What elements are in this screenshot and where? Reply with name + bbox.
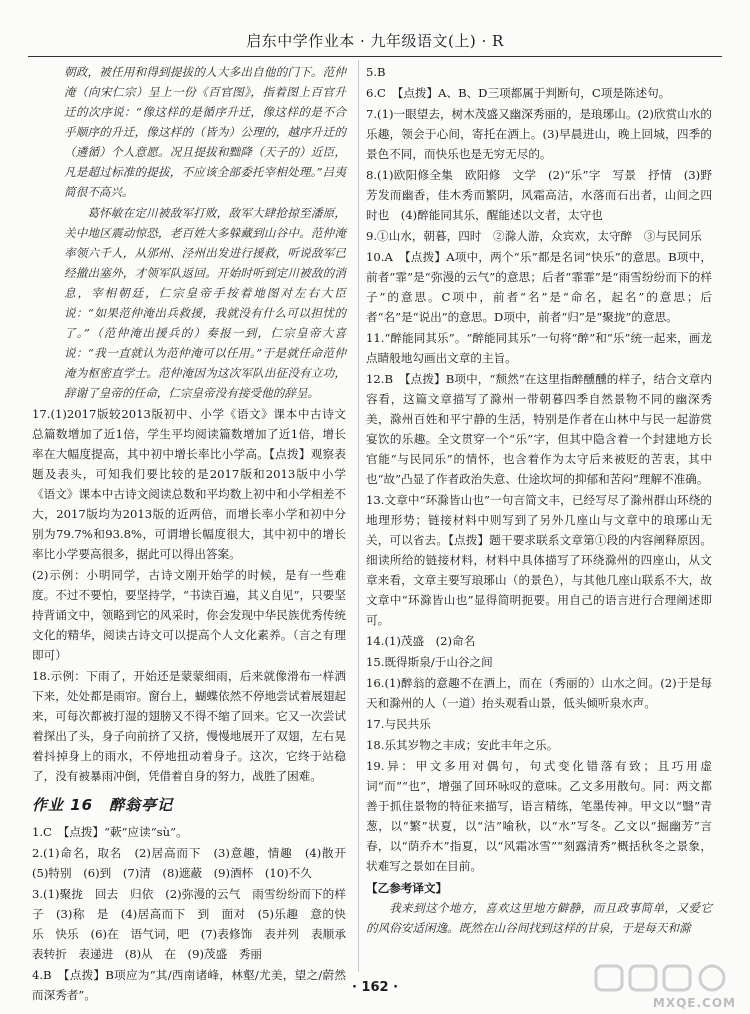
left-column: [32, 62, 358, 1002]
answer-16: 16.(1)醉翁的意趣不在酒上，而在（秀丽的）山水之间。(2)于是每天和滁州的人（一道）抬头观看山景，低头倾听泉水声。: [366, 676, 712, 710]
answer-5: 5.B: [366, 65, 386, 79]
answer-17: 17.与民共乐: [366, 717, 431, 731]
site-watermark: [586, 966, 736, 1012]
answer-13: 13.文章中“环滁皆山也”一句言简文丰，已经写尽了滁州群山环绕的地理形势；链接材料中则写到了另外几座山与文章中的琅琊山无关，可以省去。【点拨】题干要求联系文章第①段的内容阐释原因。细读所给的链接材料，材料中具体描写了环绕滁州的四座山，从文章来看，文章主要写琅琊山（的景色），与其他几座山联系不大，故文章中“环滁皆山也”显得简明扼要。用自己的语言进行合理阐述即可。: [366, 493, 712, 627]
answer-18: 18.示例：下雨了，开始还是蒙蒙细雨，后来就像滑布一样洒下来，处处都是雨帘。窗台上，蝴蝶依然不停地尝试着展翅起来，可每次都被打湿的翅膀又不得不缩了回来。它又一次尝试着探出了头，身子向前挤了又挤，慢慢地展开了双翅，左右晃着抖掉身上的雨水，不停地扭动着身子。这次，它终于站稳了，没有被暴雨冲倒，凭借着自身的努力，战胜了困难。: [32, 669, 346, 783]
answer-17-part-2: (2)示例：小明同学，古诗文刚开始学的时候，是有一些难度。不过不要怕，要坚持学，“书读百遍，其义自见”，只要坚持背诵文中，领略到它的风采时，你会发现中华民族优秀传统文化的精华，阅读古诗文可以提高个人文化素养。（言之有理即可）: [32, 568, 346, 662]
watermark-logo-icon: [592, 962, 732, 994]
reference-translation-text: 我来到这个地方，喜欢这里地方僻静，而且政事简单，又爱它的风俗安适闲逸。既然在山谷间找到这样的甘泉，于是每天和滁: [366, 901, 712, 935]
translation-paragraph-1: 朝政，被任用和得到提拔的人大多出自他的门下。范仲淹（向宋仁宗）呈上一份《百官图》，指着图上百官升迁的次序说：“像这样的是循序升迁，像这样的是不合乎顺序的升迁，像这样的（皆为）公理的，越序升迁的（遴循）个人意愿。况且提拔和黜降（天子的）近臣，凡是超过标准的提拔，不应该全部委托宰相处理。”吕夷简很不高兴。: [64, 65, 346, 199]
answer-3: 3.(1)聚拢 回去 归依 (2)弥漫的云气 雨雪纷纷而下的样子 (3)称 是 (4)居高而下 到 面对 (5)乐趣 意的快乐 快乐 (6)在 语气词，吧 (7)表修饰 表并列 表顺承 表转折 表递进 (8)从 在 (9)茂盛 秀丽: [32, 887, 358, 961]
answer-19: 19.异：甲文多用对偶句，句式变化错落有致；且巧用虚词“而”“也”，增强了回环咏叹的意味。乙文多用散句。同：两文都善于抓住景物的特征来描写，语言精练，笔墨传神。甲文以“翳”青葱，以“繁”状夏，以“洁”喻秋，以“水”写冬。乙文以“掘幽芳”言春，以“荫乔木”指夏，以“风霜冰雪”“刻露清秀”概括秋冬之景象，状难写之景如在目前。: [366, 759, 712, 873]
answer-1: 1.C 【点拨】“蔌”应读“sù”。: [32, 825, 188, 839]
answer-14: 14.(1)茂盛 (2)命名: [366, 634, 476, 648]
answer-9: 9.①山水，朝暮，四时 ②滁人游，众宾欢，太守醉 ③与民同乐: [366, 229, 702, 243]
answer-12: 12.B 【点拨】B项中，“颓然”在这里指醉醺醺的样子，结合文章内容看，这篇文章描写了滁州一带朝暮四季自然景物不同的幽深秀美，滁州百姓和平宁静的生活，特别是作者在山林中与民一起游赏宴饮的乐趣。全文贯穿一个“乐”字，但其中隐含着一个封建地方长官能“与民同乐”的情怀，也含着作为太守后来被贬的苦衷，其中也“故”凸显了作者政治失意、仕途坎坷的抑郁和苦闷”理解不准确。: [366, 372, 712, 486]
header-rule: [28, 56, 722, 57]
page-header: [0, 0, 750, 58]
answer-11: 11.“醉能同其乐”。“醉能同其乐”一句将“醉”和“乐”统一起来，画龙点睛般地勾画出文章的主旨。: [366, 331, 712, 365]
column-divider: [358, 60, 359, 972]
translation-paragraph-2: 葛怀敏在定川被敌军打败，敌军大肆抢掠至潘原，关中地区震动惊恐，老百姓大多躲藏到山谷中。范仲淹率领六千人，从邠州、泾州出发进行援救，听说敌军已经撤出塞外，才领军队返回。开始时听到定川被敌的消息，宰相朝廷，仁宗皇帝手按着地图对左右大臣说：“如果范仲淹出兵救援，我就没有什么可以担忧的了。”（范仲淹出援兵的）奏报一到，仁宗皇帝大喜说：“我一直就认为范仲淹可以任用。”于是就任命范仲淹为枢密直学士。范仲淹因为这次军队出征没有立功，辞谢了皇帝的任命，仁宗皇帝没有接受他的辞呈。: [64, 206, 346, 400]
header-title: 启东中学作业本 · 九年级语文(上) · R: [246, 32, 504, 50]
answer-10: 10.A 【点拨】A项中，两个“乐”都是名词“快乐”的意思。B项中，前者“霏”是“弥漫的云气”的意思；后者“霏霏”是“雨雪纷纷而下的样子”的意思。C项中，前者“名”是“命名，起名”的意思；后者“名”是“说出”的意思。D项中，前者“归”是“聚拢”的意思。: [366, 250, 712, 324]
reference-translation-heading: 【乙参考译文】: [366, 881, 448, 895]
watermark-text: MXQE.COM: [652, 996, 736, 1010]
answer-15: 15.既得斯泉/于山谷之间: [366, 655, 493, 669]
answer-4: 4.B 【点拨】B项应为“其/西南诸峰，林壑/尤美，望之/蔚然而深秀者”。: [32, 968, 346, 1002]
section-title: 作业 16 醉翁亭记: [32, 796, 174, 814]
right-column: [366, 62, 712, 972]
page-number: · 162 ·: [351, 980, 399, 995]
answer-17-part-1: 17.(1)2017版较2013版初中、小学《语文》课本中古诗文总篇数增加了近1倍，学生平均阅读篇数增加了近1倍，增长率在大幅度提高，其中初中增长率比小学高。【点拨】观察表题及表头，可知我们要比较的是2017版和2013版中小学《语文》课本中古诗文阅读总数和平均数上初中和小学相差不大，2017版均为2013版的近两倍，而增长率小学和初中分别为79.7%和93.8%，可谓增长幅度很大，其中初中的增长率比小学要高很多，据此可以得出答案。: [32, 407, 346, 561]
answer-7: 7.(1)一眼望去，树木茂盛又幽深秀丽的，是琅琊山。(2)欣赏山水的乐趣，领会于心间，寄托在酒上。(3)早晨进山，晚上回城，四季的景色不同，而快乐也是无穷无尽的。: [366, 107, 712, 161]
answer-18-right: 18.乐其岁物之丰成；安此丰年之乐。: [366, 738, 559, 752]
answer-6: 6.C 【点拨】A、B、D三项都属于判断句，C项是陈述句。: [366, 86, 671, 100]
answer-2: 2.(1)命名，取名 (2)居高而下 (3)意趣，情趣 (4)散开 (5)特别 (6)到 (7)清 (8)遮蔽 (9)酒杯 (10)不久: [32, 846, 358, 880]
answer-8: 8.(1)欧阳修全集 欧阳修 文学 (2)“乐”字 写景 抒情 (3)野芳发而幽香，佳木秀而繁阴，风霜高洁，水落而石出者，山间之四时也 (4)醉能同其乐，醒能述以文者，太守也: [366, 168, 712, 222]
